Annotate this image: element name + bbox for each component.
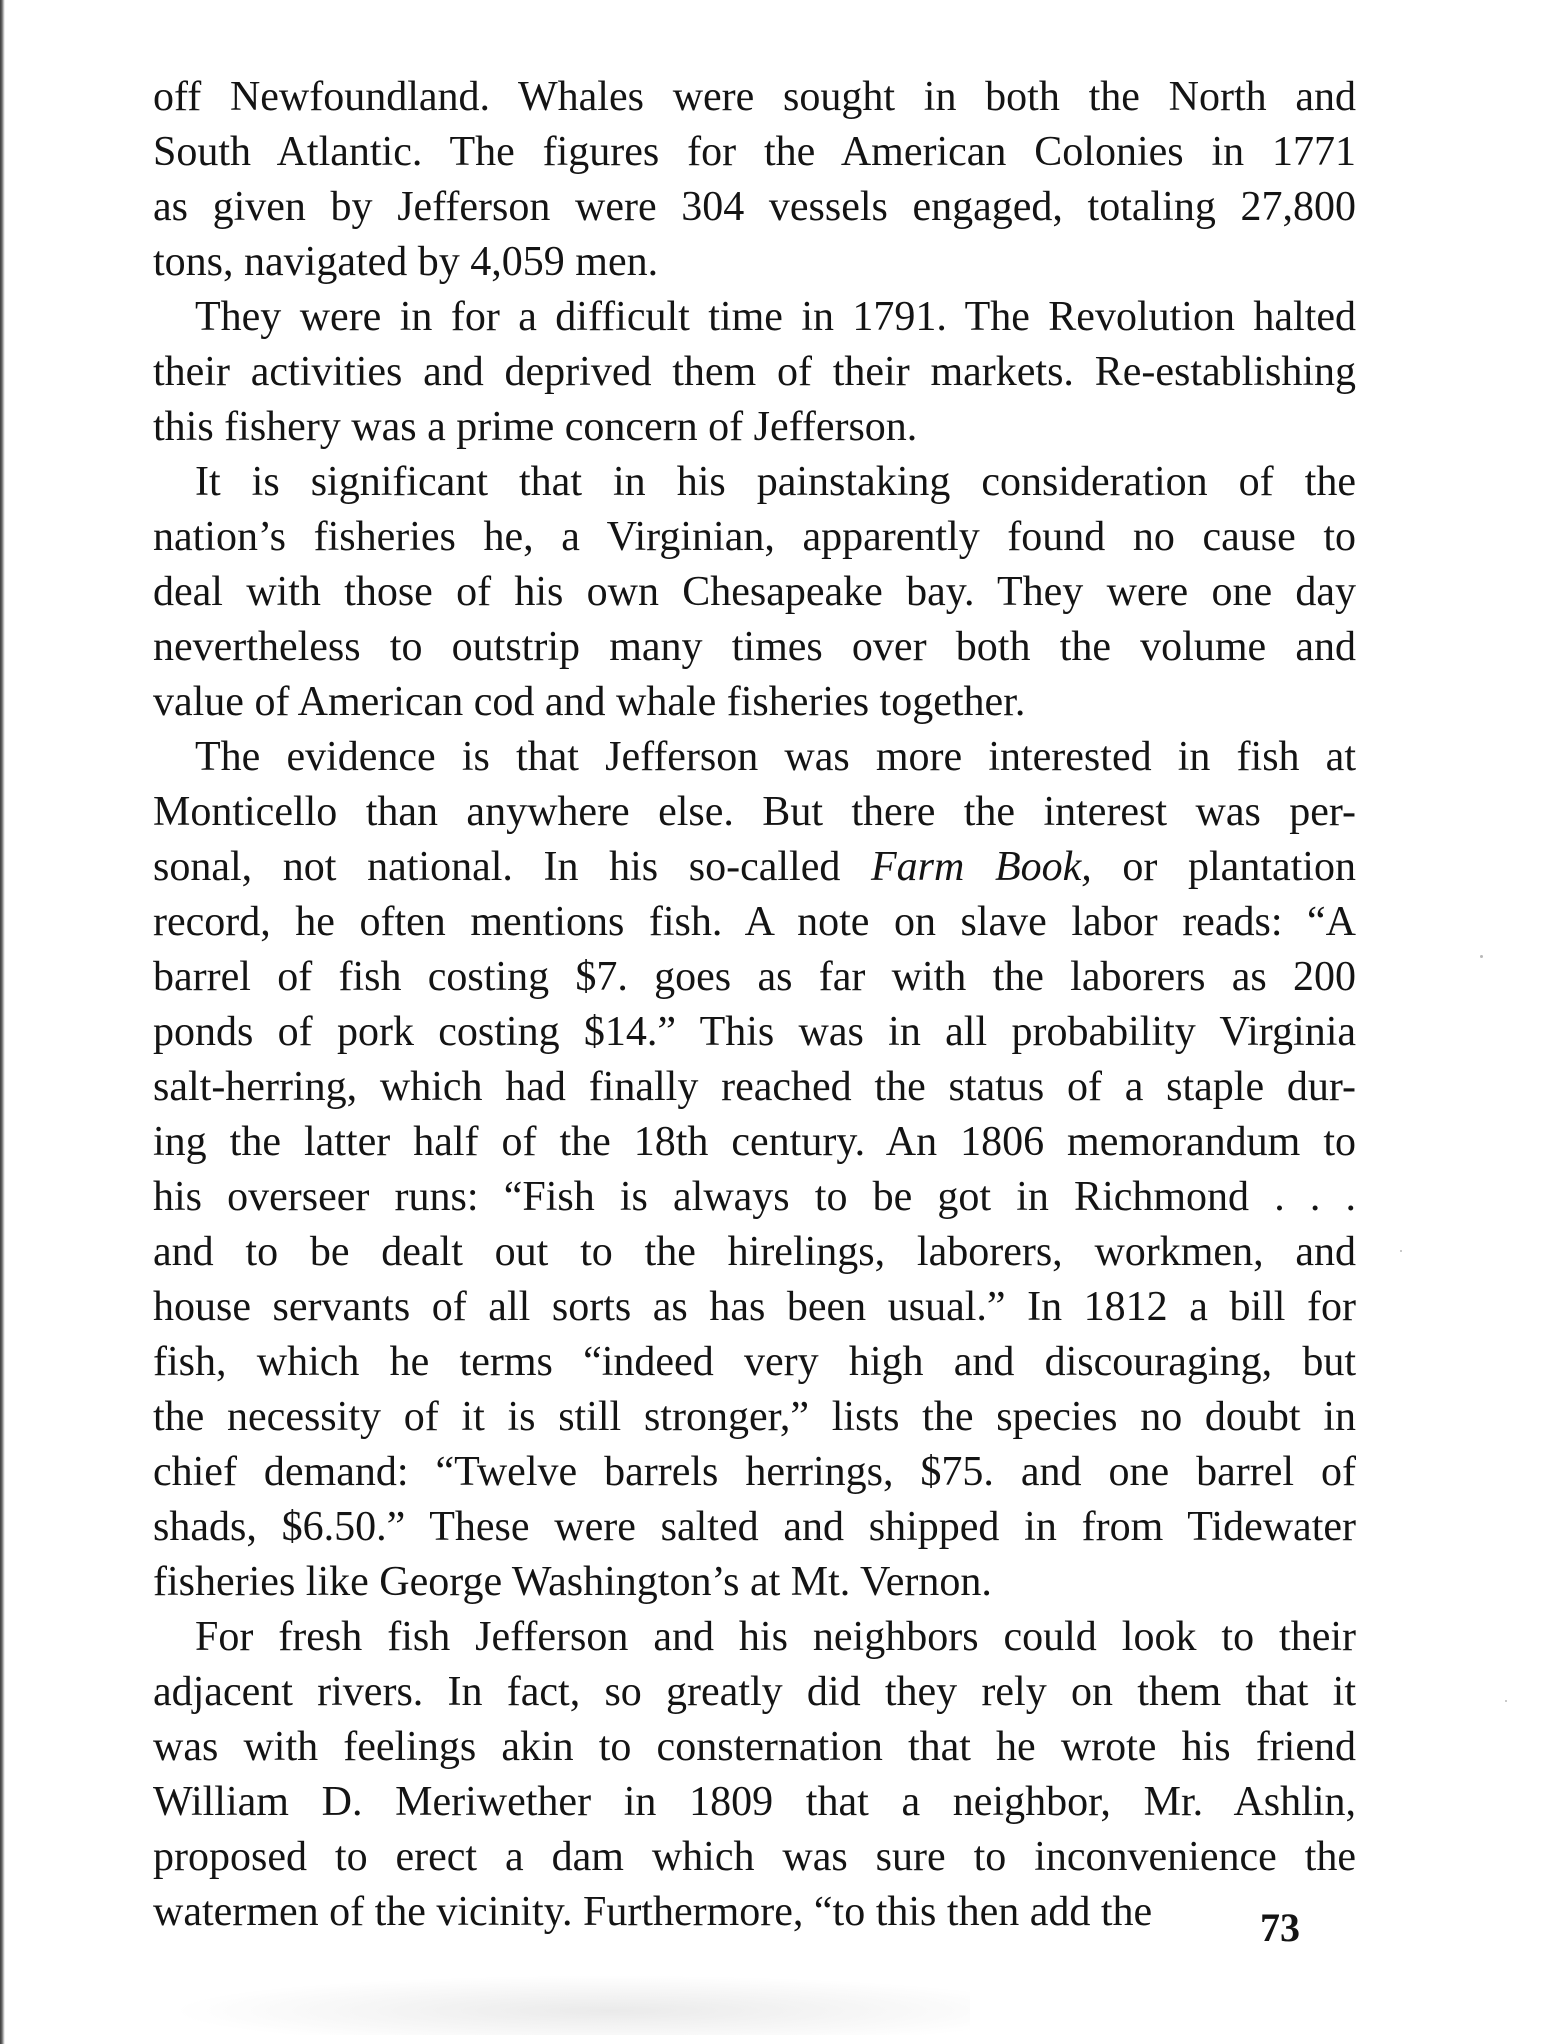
text-line: shads, $6.50.” These were salted and shipped in from Tidewater: [153, 1504, 1356, 1550]
text-line: record, he often mentions fish. A note on slave labor reads: “A: [153, 899, 1356, 945]
text-line: They were in for a difficult time in 1791. The Revolution halted: [195, 294, 1356, 340]
paragraph: [153, 1610, 1356, 1940]
text-line: Monticello than anywhere else. But there the interest was per-: [153, 789, 1356, 835]
text-line: fish, which he terms “indeed very high and discouraging, but: [153, 1339, 1356, 1385]
text-line: For fresh fish Jefferson and his neighbors could look to their: [195, 1614, 1356, 1660]
text-line: ponds of pork costing $14.” This was in all probability Virginia: [153, 1009, 1356, 1055]
text-line: this fishery was a prime concern of Jefferson.: [153, 404, 918, 450]
book-title: Farm Book,: [871, 844, 1092, 890]
page-binding-edge: [0, 0, 5, 2044]
text-line: proposed to erect a dam which was sure to inconvenience the: [153, 1834, 1356, 1880]
text-line: the necessity of it is still stronger,” lists the species no doubt in: [153, 1394, 1356, 1440]
scan-smudge: [170, 1975, 970, 2035]
text-line: was with feelings akin to consternation that he wrote his friend: [153, 1724, 1356, 1770]
text-line: value of American cod and whale fisheries together.: [153, 679, 1026, 725]
body-text: [153, 70, 1356, 1940]
text-line: chief demand: “Twelve barrels herrings, $75. and one barrel of: [153, 1449, 1356, 1495]
text-line: fisheries like George Washington’s at Mt. Vernon.: [153, 1559, 992, 1605]
text-line: The evidence is that Jefferson was more interested in fish at: [195, 734, 1356, 780]
text-line: house servants of all sorts as has been usual.” In 1812 a bill for: [153, 1284, 1356, 1330]
text-line: sonal, not national. In his so-called Farm Book, or plantation: [153, 844, 1356, 890]
text-line: It is significant that in his painstaking consideration of the: [195, 459, 1356, 505]
text-line: William D. Meriwether in 1809 that a neighbor, Mr. Ashlin,: [153, 1779, 1356, 1825]
text-line: deal with those of his own Chesapeake bay. They were one day: [153, 569, 1356, 615]
paragraph: [153, 455, 1356, 730]
scan-speck: [1480, 955, 1483, 958]
text-line: as given by Jefferson were 304 vessels engaged, totaling 27,800: [153, 184, 1356, 230]
text-line: salt-herring, which had finally reached the status of a staple dur-: [153, 1064, 1356, 1110]
scan-speck: [1505, 1700, 1507, 1702]
text-line: barrel of fish costing $7. goes as far with the laborers as 200: [153, 954, 1356, 1000]
text-line: and to be dealt out to the hirelings, laborers, workmen, and: [153, 1229, 1356, 1275]
text-line: tons, navigated by 4,059 men.: [153, 239, 659, 285]
text-line: watermen of the vicinity. Furthermore, “to this then add the: [153, 1889, 1153, 1935]
text-line: nevertheless to outstrip many times over both the volume and: [153, 624, 1356, 670]
paragraph: [153, 290, 1356, 455]
text-line: his overseer runs: “Fish is always to be got in Richmond . . .: [153, 1174, 1356, 1220]
text-line: ing the latter half of the 18th century. An 1806 memorandum to: [153, 1119, 1356, 1165]
page-number: 73: [1260, 1905, 1300, 1950]
text-line: off Newfoundland. Whales were sought in both the North and: [153, 74, 1356, 120]
paragraph: [153, 730, 1356, 1610]
text-line: their activities and deprived them of their markets. Re-establishing: [153, 349, 1356, 395]
scan-speck: [1400, 1250, 1402, 1252]
text-line: nation’s fisheries he, a Virginian, apparently found no cause to: [153, 514, 1356, 560]
text-line: adjacent rivers. In fact, so greatly did they rely on them that it: [153, 1669, 1356, 1715]
paragraph: [153, 70, 1356, 290]
text-line: South Atlantic. The figures for the American Colonies in 1771: [153, 129, 1356, 175]
